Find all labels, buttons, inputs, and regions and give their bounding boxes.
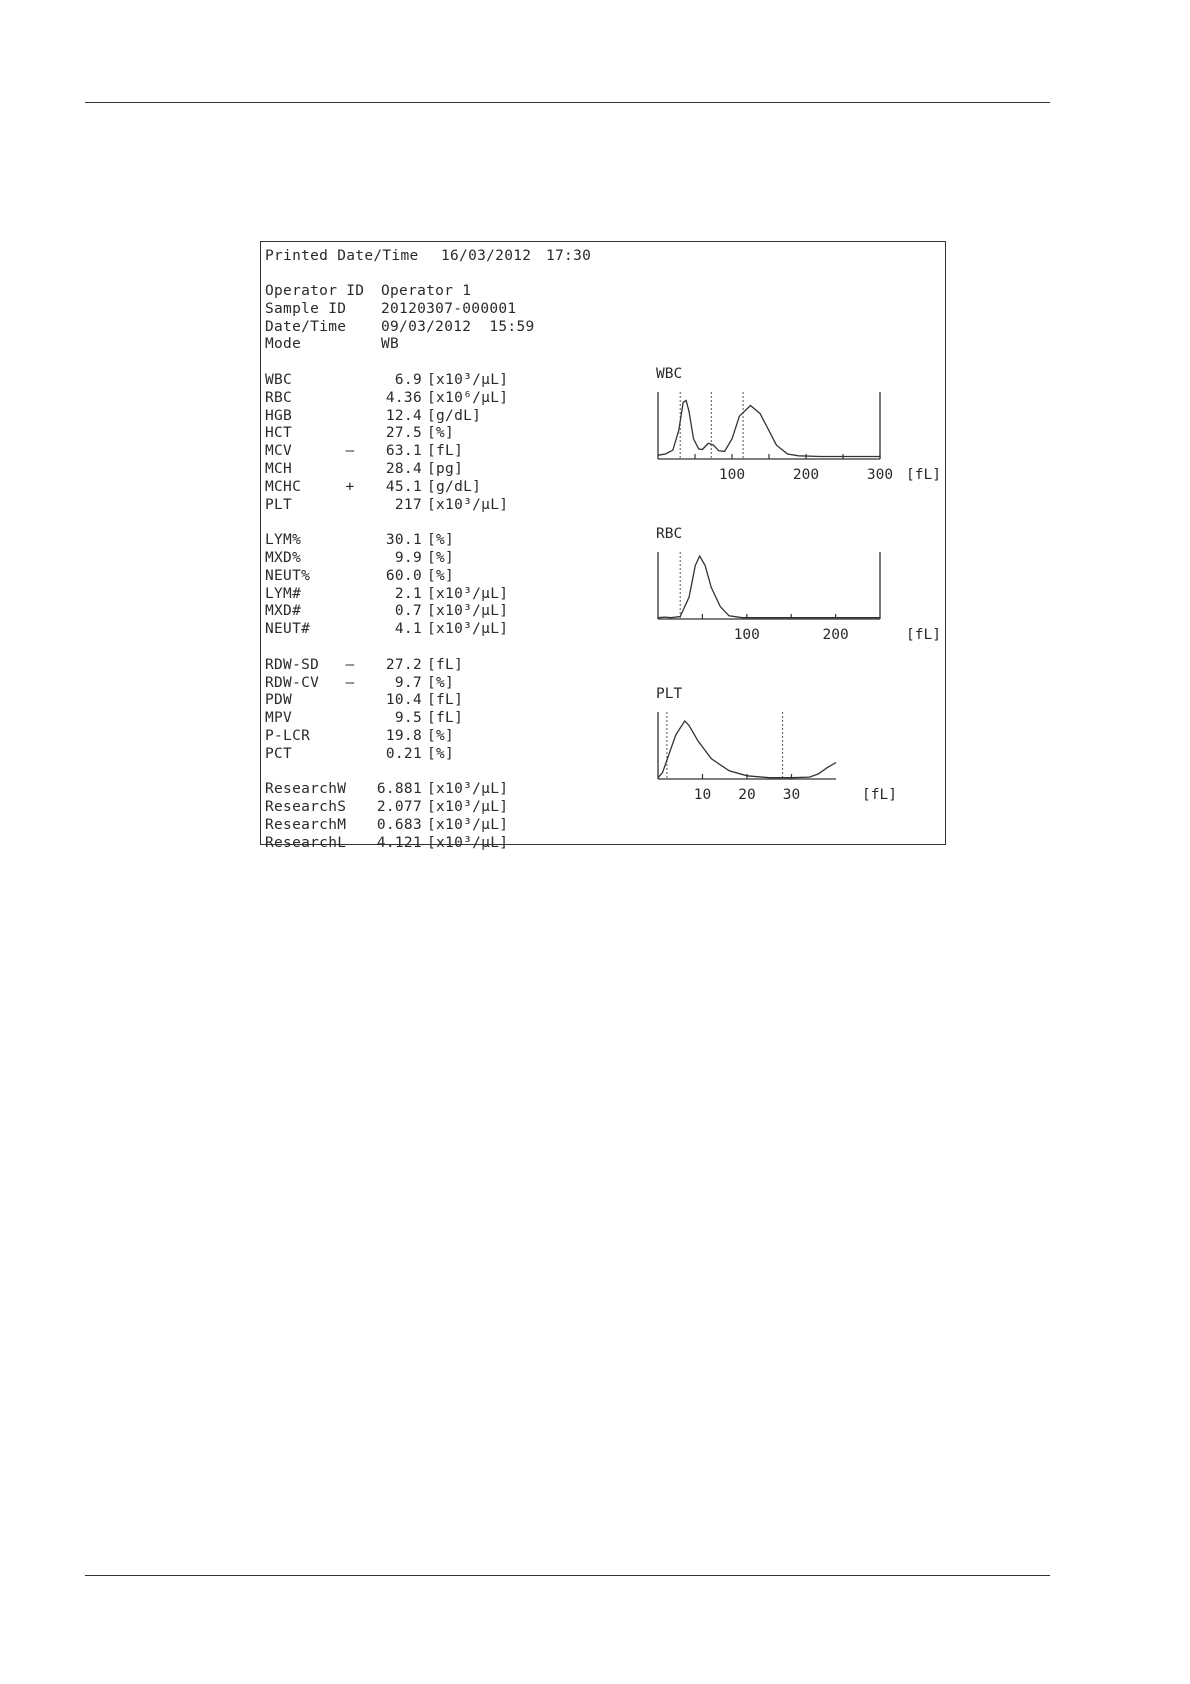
result-flag: – <box>345 674 355 691</box>
result-label: ResearchM <box>265 817 347 833</box>
result-value: 6.9 <box>394 372 422 388</box>
result-label: MCV <box>265 443 293 460</box>
histogram-tick-label: 10 <box>693 787 712 803</box>
histogram-tick-label: 200 <box>822 627 849 643</box>
wbc-histogram <box>656 364 941 489</box>
result-label: MPV <box>265 710 293 727</box>
histogram-curve <box>658 556 880 618</box>
histogram-title: RBC <box>656 526 683 542</box>
result-unit: [%] <box>427 745 455 762</box>
result-unit: [x10⁶/μL] <box>427 389 509 406</box>
result-unit: [%] <box>427 425 455 442</box>
result-unit: [x10³/μL] <box>427 781 509 798</box>
result-value: 4.121 <box>376 834 422 851</box>
histogram-curve <box>658 400 880 456</box>
result-value: 28.4 <box>385 461 422 477</box>
result-unit: [fL] <box>427 692 464 709</box>
result-unit: [%] <box>427 674 455 691</box>
result-label: HGB <box>265 407 293 424</box>
info-label: Sample ID <box>265 300 347 317</box>
result-label: MXD% <box>265 550 302 566</box>
result-unit: [fL] <box>427 710 464 727</box>
histogram-tick-label: 30 <box>782 787 801 803</box>
result-value: 6.881 <box>376 781 422 798</box>
histogram-curve <box>658 721 836 778</box>
result-unit: [%] <box>427 550 455 566</box>
histogram-tick-label: 20 <box>738 787 756 803</box>
plt-histogram <box>656 684 941 809</box>
result-unit: [x10³/μL] <box>427 496 509 513</box>
result-flag: + <box>345 478 355 495</box>
result-label: ResearchW <box>265 781 347 798</box>
result-label: LYM% <box>265 532 302 549</box>
result-value: 60.0 <box>385 567 422 584</box>
result-value: 63.1 <box>385 443 422 460</box>
result-label: MXD# <box>265 603 302 620</box>
result-unit: [%] <box>427 728 455 744</box>
result-label: LYM# <box>265 585 302 602</box>
result-unit: [x10³/μL] <box>427 834 509 851</box>
histogram-tick-label: 300 <box>866 467 894 483</box>
result-flag: – <box>345 656 355 673</box>
result-value: 27.2 <box>385 656 422 673</box>
result-unit: [x10³/μL] <box>427 799 509 816</box>
histogram-tick-label: 200 <box>792 467 820 483</box>
result-value: 9.5 <box>394 710 422 727</box>
result-label: ResearchL <box>265 834 347 851</box>
info-value: Operator 1 <box>381 283 472 299</box>
result-label: PCT <box>265 745 293 762</box>
result-value: 19.8 <box>385 728 422 744</box>
info-value: 20120307-000001 <box>381 300 517 317</box>
histogram-title: PLT <box>656 686 683 702</box>
info-value: 09/03/2012 15:59 <box>381 318 535 335</box>
result-label: RBC <box>265 389 293 406</box>
result-value: 2.077 <box>376 799 422 816</box>
result-label: MCH <box>265 461 293 477</box>
result-flag: – <box>345 443 355 460</box>
result-unit: [x10³/μL] <box>427 817 509 833</box>
histogram-tick-label: 100 <box>718 467 746 483</box>
result-unit: [x10³/μL] <box>427 603 509 620</box>
result-value: 0.7 <box>394 603 422 620</box>
result-label: NEUT% <box>265 567 311 584</box>
result-value: 4.1 <box>394 621 422 638</box>
result-label: NEUT# <box>265 621 311 638</box>
info-label: Date/Time <box>265 318 347 335</box>
result-label: ResearchS <box>265 799 347 816</box>
result-value: 0.683 <box>376 817 422 833</box>
histogram-unit: [fL] <box>906 627 941 643</box>
result-value: 30.1 <box>385 532 422 549</box>
result-label: WBC <box>265 372 293 388</box>
result-label: P-LCR <box>265 728 311 744</box>
result-value: 2.1 <box>394 585 422 602</box>
analyzer-printout <box>260 241 946 851</box>
result-label: HCT <box>265 425 293 442</box>
result-unit: [g/dL] <box>427 407 482 424</box>
printed-label: Printed Date/Time <box>265 248 419 264</box>
info-label: Operator ID <box>265 283 365 299</box>
result-label: MCHC <box>265 478 302 495</box>
histogram-unit: [fL] <box>906 467 941 483</box>
result-value: 45.1 <box>385 478 422 495</box>
printed-time: 17:30 <box>546 248 592 264</box>
result-unit: [g/dL] <box>427 478 482 495</box>
result-value: 12.4 <box>385 407 422 424</box>
result-value: 9.7 <box>394 674 422 691</box>
printed-date: 16/03/2012 <box>441 248 532 264</box>
bottom-rule <box>85 1575 1050 1576</box>
top-rule <box>85 102 1050 103</box>
info-label: Mode <box>265 336 302 353</box>
result-unit: [x10³/μL] <box>427 585 509 602</box>
result-value: 217 <box>394 496 422 513</box>
result-label: PLT <box>265 496 293 513</box>
result-value: 27.5 <box>385 425 422 442</box>
result-value: 4.36 <box>385 389 422 406</box>
result-label: PDW <box>265 692 293 709</box>
histogram-title: WBC <box>656 366 683 382</box>
result-unit: [fL] <box>427 443 464 460</box>
histogram-tick-label: 100 <box>733 627 760 643</box>
result-unit: [%] <box>427 532 455 549</box>
result-unit: [x10³/μL] <box>427 621 509 638</box>
result-unit: [x10³/μL] <box>427 372 509 388</box>
rbc-histogram <box>656 524 941 649</box>
result-label: RDW-CV <box>265 674 320 691</box>
histogram-unit: [fL] <box>862 787 897 803</box>
info-value: WB <box>381 336 400 353</box>
result-unit: [%] <box>427 567 455 584</box>
result-label: RDW-SD <box>265 656 320 673</box>
result-value: 9.9 <box>394 550 422 566</box>
result-value: 10.4 <box>385 692 422 709</box>
result-value: 0.21 <box>385 745 422 762</box>
result-unit: [fL] <box>427 656 464 673</box>
result-unit: [pg] <box>427 461 464 477</box>
